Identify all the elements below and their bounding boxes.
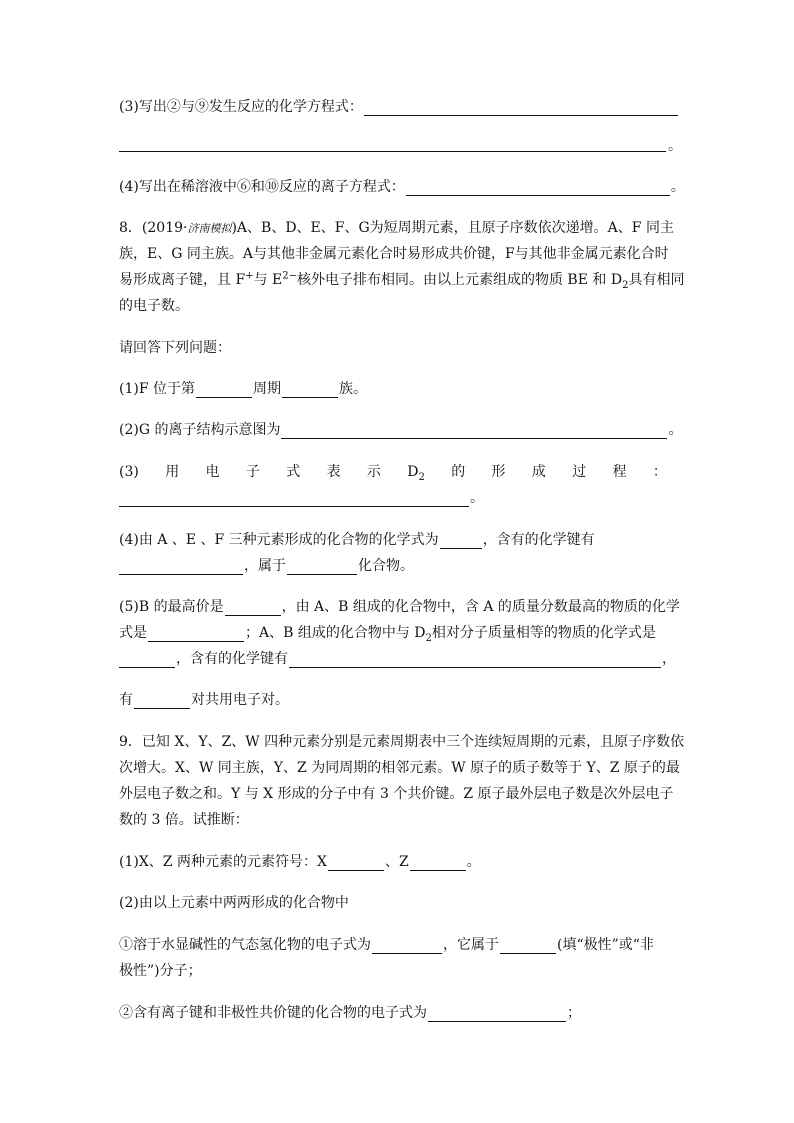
q8-intro-line4: 的电子数。 (119, 298, 189, 314)
answer-blank[interactable] (225, 600, 281, 616)
q8-part5-line3: ，含有的化学键有 ， (119, 650, 689, 668)
answer-blank[interactable] (410, 855, 466, 871)
source-label: 济南模拟 (187, 222, 232, 235)
answer-blank[interactable] (328, 855, 384, 871)
answer-blank[interactable] (148, 626, 244, 642)
answer-line[interactable] (119, 151, 666, 152)
answer-blank[interactable] (281, 423, 667, 439)
q9-sub1: ①溶于水显碱性的气态氢化物的电子式为 ，它属于 (填“极性”或“非 (119, 937, 654, 953)
q9-intro-line2: 次增大。X、W 同主族，Y、Z 为同周期的相邻元素。W 原子的质子数等于 Y、Z 原子的最 (119, 760, 680, 776)
answer-blank[interactable] (500, 938, 556, 954)
q7-part3: (3)写出②与⑨发生反应的化学方程式： (119, 98, 689, 116)
answer-blank[interactable] (119, 491, 469, 507)
period: 。 (668, 138, 682, 154)
q9-part1: (1)X、Z 两种元素的元素符号：X 、Z 。 (119, 854, 481, 870)
answer-blank[interactable] (440, 533, 482, 549)
q9-part2: (2)由以上元素中两两形成的化合物中 (119, 895, 349, 911)
answer-blank[interactable] (119, 559, 243, 575)
q9-sub1-cont: 极性”)分子； (119, 963, 202, 979)
answer-blank[interactable] (372, 938, 442, 954)
q9-intro-line1: 9．已知 X、Y、Z、W 四种元素分别是元素周期表中三个连续短周期的元素，且原子序数依 (119, 734, 685, 750)
q8-part4-cont: ，属于 化合物。 (119, 557, 689, 575)
q8-ask: 请回答下列问题： (119, 340, 231, 356)
answer-blank[interactable] (364, 100, 678, 116)
q8-part3-answer: 。 (119, 489, 689, 507)
answer-blank[interactable] (287, 559, 357, 575)
q8-part1: (1)F 位于第 周期 族。 (119, 381, 367, 397)
q8-part4: (4)由 A 、E 、F 三种元素形成的化合物的化学式为 ，含有的化学键有 (119, 532, 595, 548)
q8-part5-line2: 式是 ；A、B 组成的化合物中与 $D_2$相对分子质量相等的物质的化学式是 (119, 625, 656, 644)
answer-blank[interactable] (119, 652, 175, 668)
answer-blank[interactable] (406, 180, 670, 196)
q8-part5-line1: (5)B 的最高价是 ，由 A、B 组成的化合物中，含 A 的质量分数最高的物质的化学 (119, 599, 680, 615)
answer-blank[interactable] (196, 382, 252, 398)
q8-part5-line4: 有 对共用电子对。 (119, 692, 289, 708)
q9-sub2: ②含有离子键和非极性共价键的化合物的电子式为 ； (119, 1005, 581, 1021)
answer-blank[interactable] (134, 693, 190, 709)
q8-part2: (2)G 的离子结构示意图为 。 (119, 422, 683, 438)
q8-part3-spaced: (3) 用 电 子 式 表 示 $D_2$ 的 形 成 过 程 ： (119, 464, 667, 483)
q9-intro-line3: 外层电子数之和。Y 与 X 形成的分子中有 3 个共价键。Z 原子最外层电子数是次外层电子 (119, 786, 674, 802)
q8-intro-line3: 易形成离子键，且 F+与 $E^{2-}$核外电子排布相同。由以上元素组成的物质 BE 和 $D_2$具有相同 (119, 270, 685, 291)
q7-part4: (4)写出在稀溶液中⑥和⑩反应的离子方程式： 。 (119, 179, 685, 195)
q8-intro-line2: 族，E、G 同主族。A与其他非金属元素化合时易形成共价键，F与其他非金属元素化合时 (119, 246, 669, 262)
answer-blank[interactable] (289, 652, 661, 668)
answer-blank[interactable] (282, 382, 338, 398)
answer-blank[interactable] (428, 1006, 566, 1022)
q8-intro-line1: 8．(2019·济南模拟)A、B、D、E、F、G为短周期元素，且原子序数依次递增。A、F 同主 (119, 220, 674, 236)
q9-intro-line4: 数的 3 倍。试推断： (119, 812, 249, 828)
